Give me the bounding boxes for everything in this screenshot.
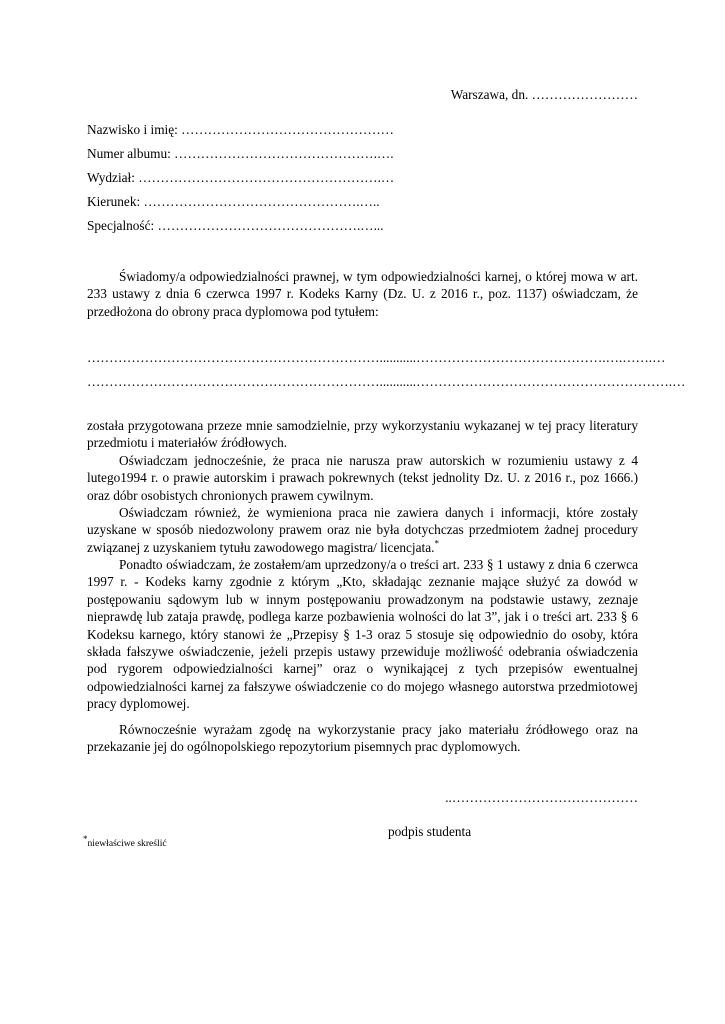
name-field: Nazwisko i imię: ………………………………………… bbox=[87, 122, 394, 137]
major-field: Kierunek: ………………………………………….….. bbox=[87, 194, 380, 209]
footnote bbox=[83, 833, 167, 849]
paragraph-copyright: Oświadczam jednocześnie, że praca nie narusza praw autorskich w rozumieniu ustawy z 4 lutego1994 r. o prawie autorskim i prawach pokrewnych (tekst jednolity Dz. U. z 2016 r., poz 1666.) oraz dóbr osobistych chronionych prawem cywilnym. bbox=[87, 453, 638, 503]
album-number-field: Numer albumu: ……………………………………….…. bbox=[87, 146, 394, 161]
paragraph-no-illegal-data bbox=[87, 504, 638, 556]
footnote-text: niewłaściwe skreślić bbox=[87, 838, 167, 849]
place-date-line: Warszawa, dn. …………………… bbox=[450, 87, 638, 102]
signature-line: ..…………………………………… bbox=[445, 790, 638, 805]
paragraph-independent-work: została przygotowana przeze mnie samodzielnie, przy wykorzystaniu wykazanej w tej pracy literatury przedmiotu i materiałów źródłowych. bbox=[87, 418, 638, 451]
thesis-title-line-2: …………………………………………………………...........………………………………………………….… bbox=[87, 374, 686, 389]
intro-paragraph: Świadomy/a odpowiedzialności prawnej, w tym odpowiedzialności karnej, o której mowa w art. 233 ustawy z dnia 6 czerwca 1997 r. Kodeks Karny (Dz. U. z 2016 r., poz. 1137) oświadczam, że przedłożona do obrony praca dyplomowa pod tytułem: bbox=[87, 269, 638, 319]
footnote-mark: * bbox=[83, 833, 88, 844]
signature-label: podpis studenta bbox=[388, 824, 472, 839]
specialization-field: Specjalność: ……………………………………….…... bbox=[87, 218, 384, 233]
paragraph-criminal-liability: Ponadto oświadczam, że zostałem/am uprzedzony/a o treści art. 233 § 1 ustawy z dnia 6 czerwca 1997 r. - Kodeks karny zgodnie z którym „Kto, składając zeznanie mające służyć za dowód w postępowaniu sądowym lub w innym postępowaniu prowadzonym na podstawie ustawy, zeznaje nieprawdę lub zataja prawdę, podlega karze pozbawienia wolności do lat 3”, jak i o treści art. 233 § 6 Kodeksu karnego, który stanowi że „Przepisy § 1-3 oraz 5 stosuje się odpowiednio do osoby, która składa fałszywe oświadczenie, jeżeli przepis ustawy przewiduje możliwość odebrania oświadczenia pod rygorem odpowiedzialności karnej” oraz o wynikającej z tych przepisów ewentualnej odpowiedzialności karnej za fałszywe oświadczenie co do mojego własnego autorstwa przedmiotowej pracy dyplomowej. bbox=[87, 557, 638, 712]
thesis-title-line-1: …………………………………………………………...........…………………………………….….…….… bbox=[87, 350, 666, 365]
paragraph-no-illegal-data-text: Oświadczam również, że wymieniona praca nie zawiera danych i informacji, które zostały uzyskane w sposób niedozwolony prawem oraz nie była dotychczas przedmiotem żadnej procedury związanej z uzyskaniem tytułu zawodowego magistra/ licencjata. bbox=[87, 505, 638, 555]
faculty-field: Wydział: ……………………………………………….… bbox=[87, 170, 395, 185]
strike-note-mark: * bbox=[434, 538, 439, 549]
paragraph-repository-consent: Równocześnie wyrażam zgodę na wykorzystanie pracy jako materiału źródłowego oraz na przekazanie jej do ogólnopolskiego repozytorium pisemnych prac dyplomowych. bbox=[87, 722, 638, 755]
